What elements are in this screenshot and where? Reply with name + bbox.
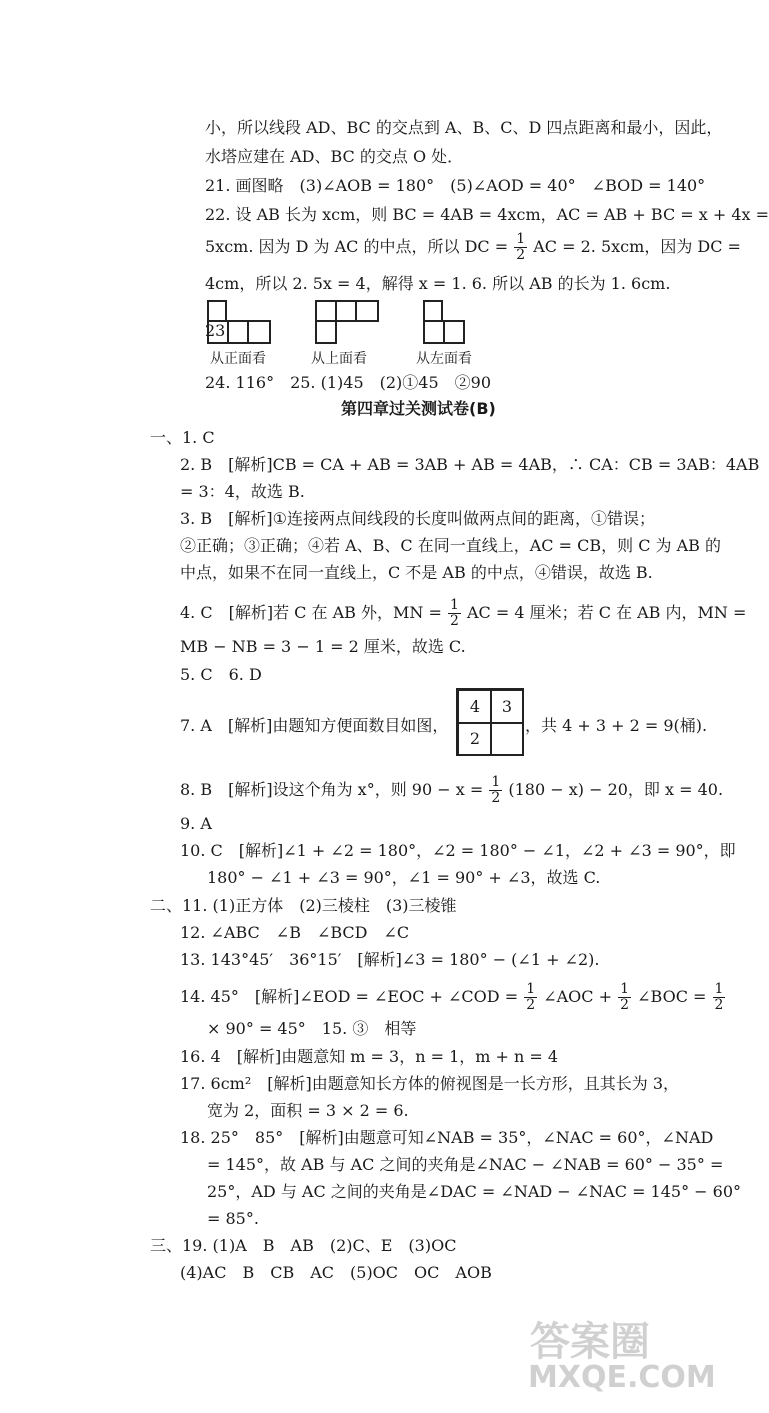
view-cell <box>247 320 271 344</box>
table-cell: 2 <box>458 722 492 756</box>
view-cell <box>227 320 249 344</box>
text-segment: 8. B [解析]设这个角为 x°，则 90 − x = <box>180 780 484 799</box>
text-segment: AC = 2. 5xcm，因为 DC = <box>533 237 741 256</box>
view-cell <box>315 320 337 344</box>
text-line: × 90° = 45° 15. ③ 相等 <box>207 1019 417 1038</box>
text-line <box>180 775 723 806</box>
fraction <box>524 982 537 1013</box>
text-line: MB − NB = 3 − 1 = 2 厘米，故选 C. <box>180 637 466 656</box>
watermark-url: MXQE.COM <box>528 1360 716 1395</box>
fraction <box>514 232 527 263</box>
text-line: 10. C [解析]∠1 + ∠2 = 180°，∠2 = 180° − ∠1，∠2 + ∠3 = 90°，即 <box>180 841 736 860</box>
section-title: 第四章过关测试卷(B) <box>341 399 496 418</box>
text-line: = 3：4，故选 B. <box>180 482 305 501</box>
text-line: 三、19. (1)A B AB (2)C、E (3)OC <box>150 1236 457 1255</box>
view-cell <box>207 300 227 322</box>
view-cell <box>355 300 379 322</box>
noodle-count-table <box>456 688 524 756</box>
view-cell <box>443 320 465 344</box>
fraction-numerator: 1 <box>714 981 724 997</box>
fraction-denominator: 2 <box>516 247 526 263</box>
text-line: 一、1. C <box>150 428 215 447</box>
text-segment: 14. 45° [解析]∠EOD = ∠EOC + ∠COD = <box>180 987 519 1006</box>
front-view-label: 从正面看 <box>210 351 266 367</box>
view-cell <box>207 320 229 344</box>
text-line: = 85°. <box>207 1209 259 1228</box>
view-cell <box>423 320 445 344</box>
table-cell: 4 <box>458 690 492 724</box>
text-line: 24. 116° 25. (1)45 (2)①45 ②90 <box>205 373 492 392</box>
text-line <box>180 982 726 1013</box>
text-line: 7. A [解析]由题知方便面数目如图， <box>180 716 449 735</box>
left-view-label: 从左面看 <box>416 351 472 367</box>
view-cell <box>423 300 443 322</box>
fraction-numerator: 1 <box>620 981 630 997</box>
fraction-denominator: 2 <box>449 613 459 629</box>
fraction-denominator: 2 <box>714 997 724 1013</box>
text-line: 中点，如果不在同一直线上，C 不是 AB 的中点，④错误，故选 B. <box>180 563 653 582</box>
fraction <box>618 982 631 1013</box>
front-view-figure <box>207 300 271 346</box>
top-view-label: 从上面看 <box>311 351 367 367</box>
fraction-denominator: 2 <box>526 997 536 1013</box>
text-line: 水塔应建在 AD、BC 的交点 O 处． <box>205 147 464 166</box>
text-segment: AC = 4 厘米；若 C 在 AB 内，MN = <box>466 603 747 622</box>
view-cell <box>315 300 337 322</box>
text-line: 2. B [解析]CB = CA + AB = 3AB + AB = 4AB，∴ CA：CB = 3AB：4AB <box>180 455 760 474</box>
table-cell: 3 <box>490 690 524 724</box>
text-line: (4)AC B CB AC (5)OC OC AOB <box>180 1263 492 1282</box>
fraction-numerator: 1 <box>491 774 501 790</box>
text-segment: 5xcm. 因为 D 为 AC 的中点，所以 DC = <box>205 237 509 256</box>
text-line: 17. 6cm² [解析]由题意知长方体的俯视图是一长方形，且其长为 3， <box>180 1074 680 1093</box>
text-line: 3. B [解析]①连接两点间线段的长度叫做两点间的距离，①错误； <box>180 509 655 528</box>
fraction-denominator: 2 <box>620 997 630 1013</box>
text-line: 21. 画图略 (3)∠AOB = 180° (5)∠AOD = 40° ∠BOD = 140° <box>205 176 706 195</box>
text-line: 9. A <box>180 814 212 833</box>
fraction <box>713 982 726 1013</box>
text-line: 小，所以线段 AD、BC 的交点到 A、B、C、D 四点距离和最小，因此， <box>205 118 723 137</box>
text-line: 25°，AD 与 AC 之间的夹角是∠DAC = ∠NAD − ∠NAC = 145° − 60° <box>207 1182 742 1201</box>
table-cell <box>490 722 524 756</box>
text-line: 宽为 2，面积 = 3 × 2 = 6. <box>207 1101 409 1120</box>
top-view-figure <box>315 300 379 346</box>
text-line: ，共 4 + 3 + 2 = 9(桶). <box>525 716 708 735</box>
fraction-numerator: 1 <box>516 231 526 247</box>
question-number: 23. <box>205 321 231 340</box>
fraction <box>489 775 502 806</box>
text-line: = 145°，故 AB 与 AC 之间的夹角是∠NAC − ∠NAB = 60° − 35° = <box>207 1155 724 1174</box>
text-line: 二、11. (1)正方体 (2)三棱柱 (3)三棱锥 <box>150 896 457 915</box>
text-segment: ∠AOC + <box>543 987 613 1006</box>
fraction-numerator: 1 <box>449 597 459 613</box>
text-line: 4cm，所以 2. 5x = 4，解得 x = 1. 6. 所以 AB 的长为 1. 6cm. <box>205 274 671 293</box>
text-line <box>180 598 746 629</box>
fraction-denominator: 2 <box>491 790 501 806</box>
text-line: 18. 25° 85° [解析]由题意可知∠NAB = 35°，∠NAC = 60°，∠NAD <box>180 1128 714 1147</box>
text-line: 12. ∠ABC ∠B ∠BCD ∠C <box>180 923 410 942</box>
watermark-logo: 答案圈 <box>530 1319 650 1365</box>
view-cell <box>335 300 357 322</box>
text-line: 22. 设 AB 长为 xcm，则 BC = 4AB = 4xcm，AC = AB + BC = x + 4x = <box>205 205 769 224</box>
fraction-numerator: 1 <box>526 981 536 997</box>
text-line <box>205 232 741 263</box>
text-line: 13. 143°45′ 36°15′ [解析]∠3 = 180° − (∠1 + ∠2). <box>180 950 600 969</box>
text-segment: (180 − x) − 20，即 x = 40. <box>508 780 724 799</box>
text-segment: ∠BOC = <box>637 987 707 1006</box>
text-line: 180° − ∠1 + ∠3 = 90°，∠1 = 90° + ∠3，故选 C. <box>207 868 601 887</box>
fraction <box>448 598 461 629</box>
text-line: ②正确；③正确；④若 A、B、C 在同一直线上，AC = CB，则 C 为 AB 的 <box>180 536 722 555</box>
text-line: 5. C 6. D <box>180 665 262 684</box>
left-view-figure <box>423 300 467 346</box>
text-line: 16. 4 [解析]由题意知 m = 3，n = 1，m + n = 4 <box>180 1047 559 1066</box>
text-segment: 4. C [解析]若 C 在 AB 外，MN = <box>180 603 442 622</box>
